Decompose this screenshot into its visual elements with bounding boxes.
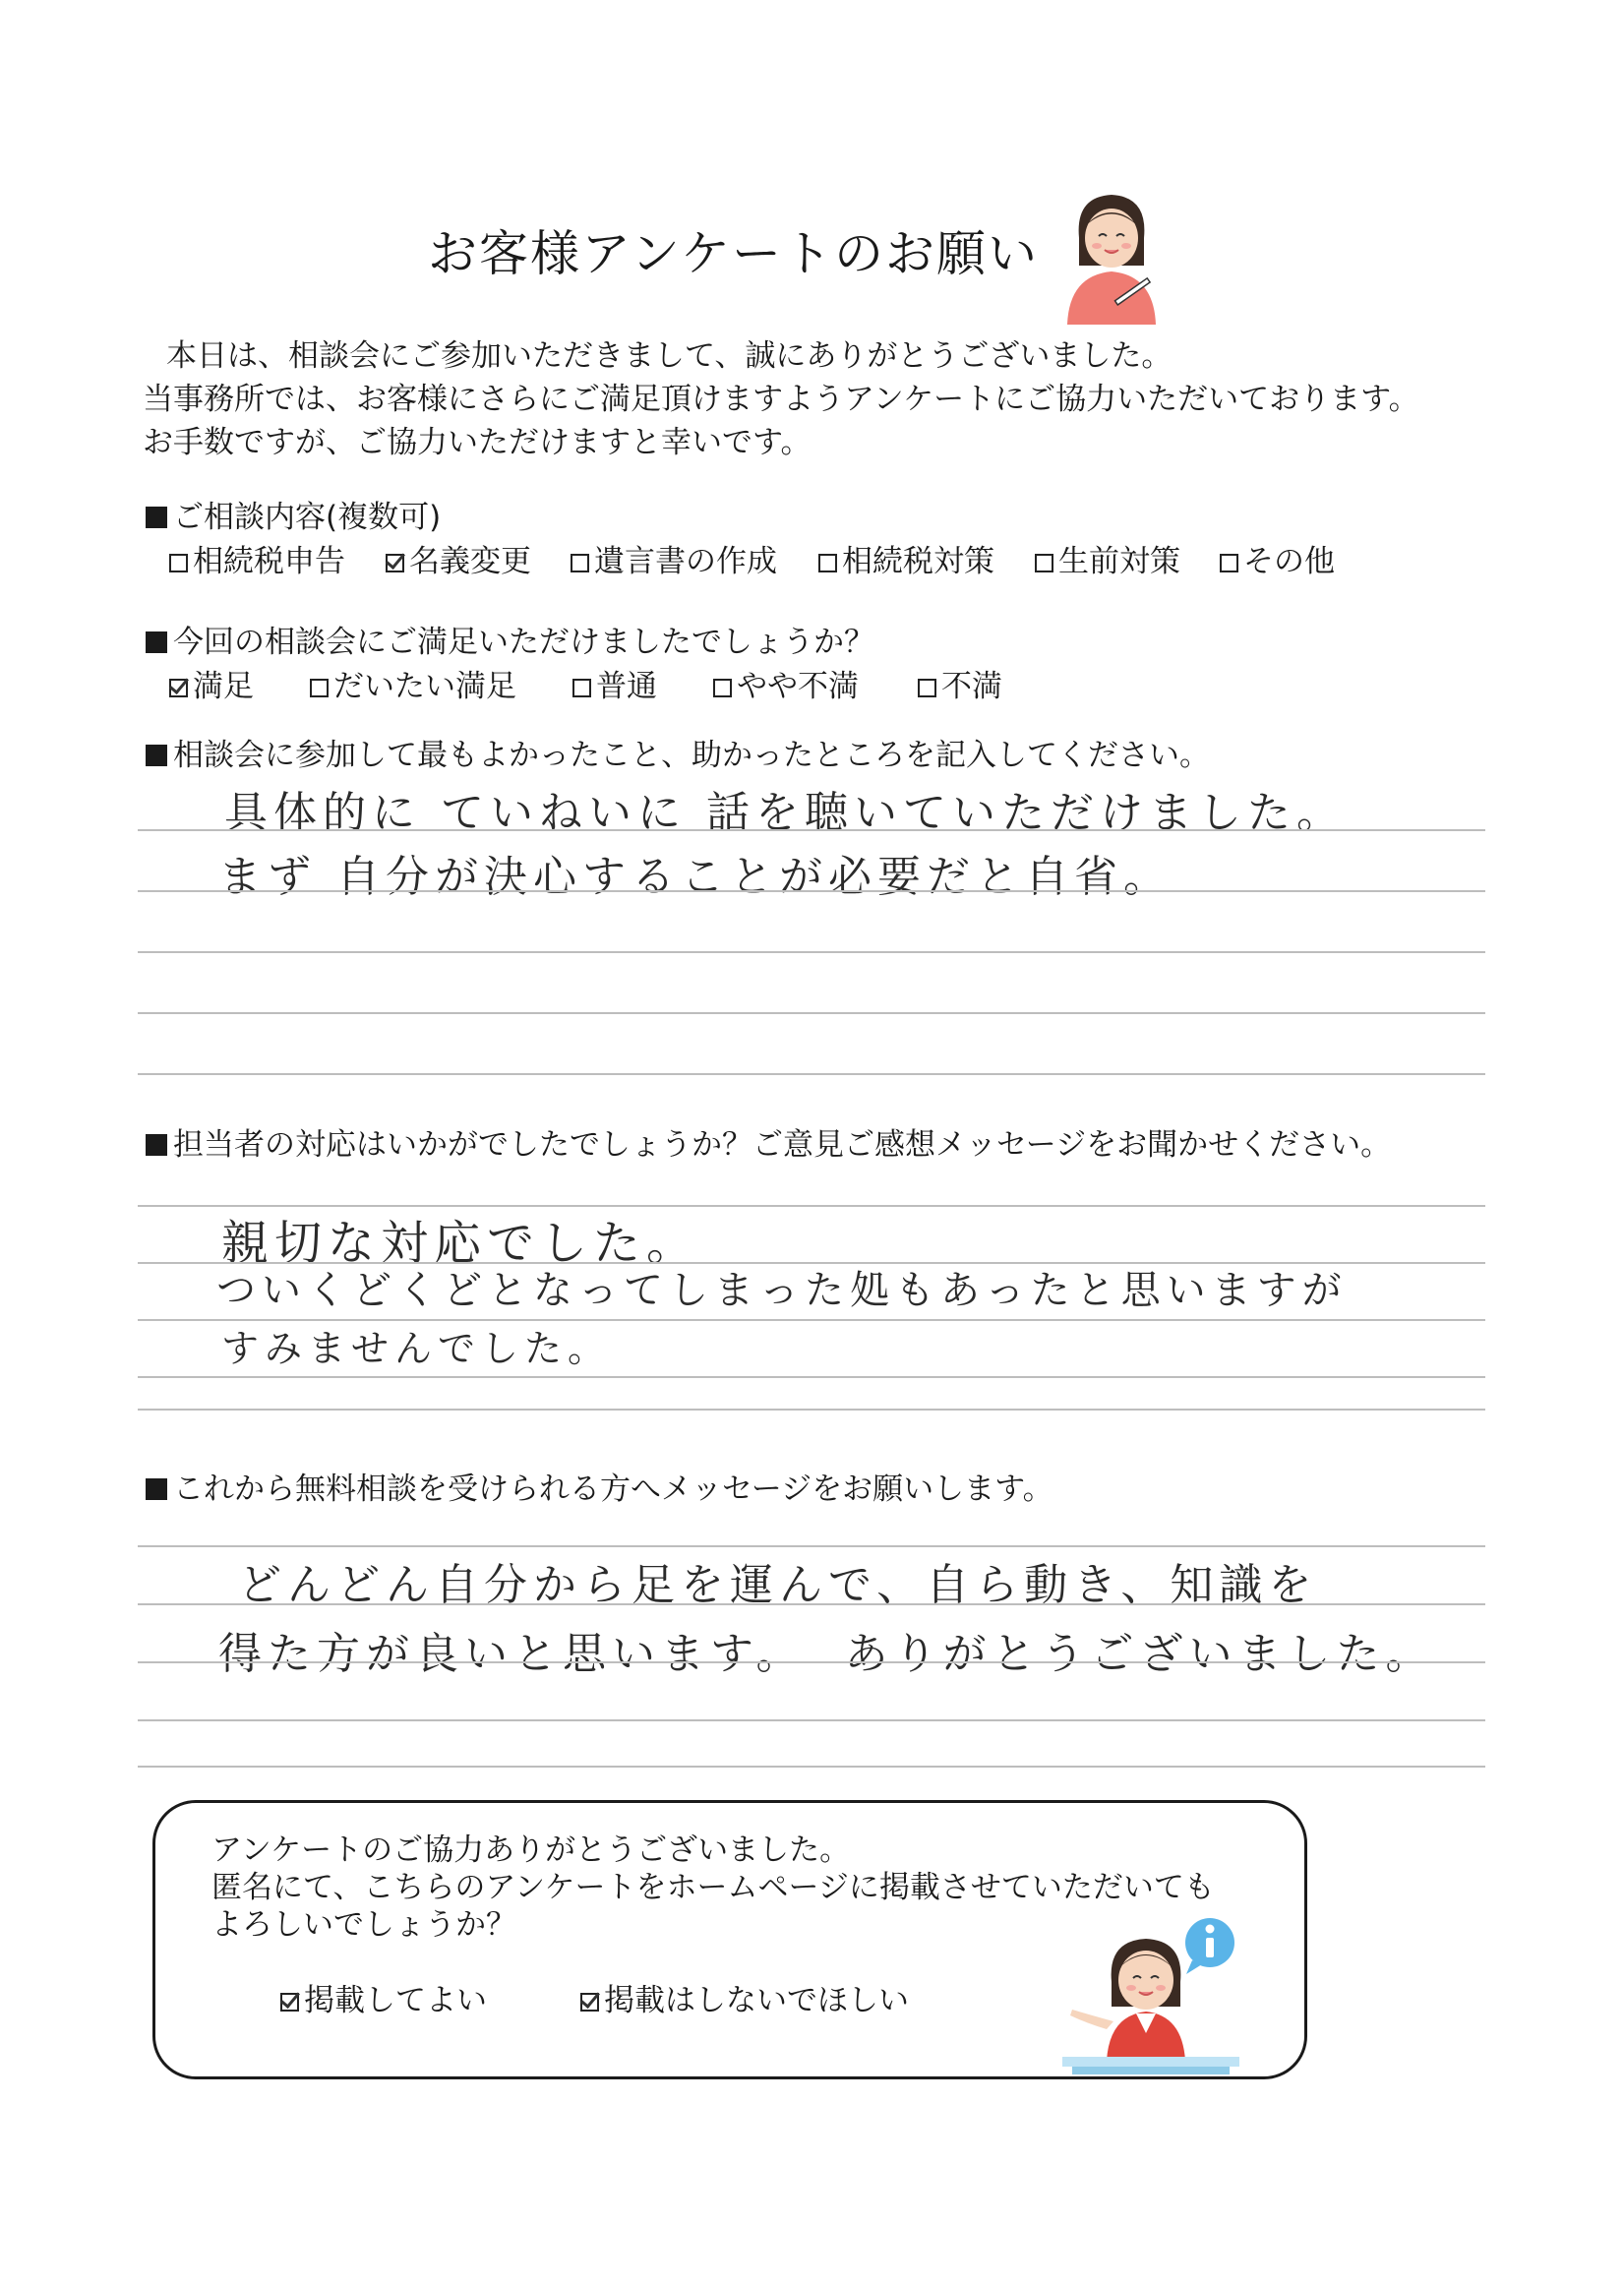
q3-heading-text: 相談会に参加して最もよかったこと、助かったところを記入してください。 bbox=[173, 738, 1210, 773]
answer-rule bbox=[138, 1319, 1485, 1321]
option-label: その他 bbox=[1243, 544, 1335, 579]
checkbox-checked-icon[interactable] bbox=[580, 1993, 599, 2012]
checkbox-icon[interactable] bbox=[310, 679, 329, 697]
option-label: やや不満 bbox=[737, 669, 859, 704]
answer-rule bbox=[138, 890, 1485, 892]
q2-option[interactable] bbox=[713, 661, 859, 705]
q5-answer-line: どんどん自分から足を運んで、自ら動き、知識を bbox=[238, 1560, 1318, 1610]
q1-option[interactable] bbox=[169, 536, 345, 580]
answer-rule bbox=[138, 1073, 1485, 1075]
q2-option[interactable] bbox=[310, 661, 516, 705]
q3-answer-line: まず 自分が決心することが必要だと自省。 bbox=[218, 852, 1173, 902]
answer-rule bbox=[138, 1409, 1485, 1411]
publish-text-line: アンケートのご協力ありがとうございました。 bbox=[211, 1832, 851, 1868]
q2-heading-text: 今回の相談会にご満足いただけましたでしょうか？ bbox=[173, 625, 874, 660]
checkbox-icon[interactable] bbox=[713, 679, 732, 697]
option-label: 生前対策 bbox=[1058, 544, 1180, 579]
publish-option-yes[interactable] bbox=[280, 1975, 487, 2019]
q5-heading bbox=[146, 1464, 1053, 1508]
checkbox-checked-icon[interactable] bbox=[386, 554, 404, 572]
q1-option[interactable] bbox=[818, 536, 994, 580]
q3-answer-line: 具体的に ていねいに 話を聴いていただけました。 bbox=[224, 788, 1346, 838]
answer-rule bbox=[138, 1766, 1485, 1768]
answer-rule bbox=[138, 1262, 1485, 1264]
checkbox-icon[interactable] bbox=[572, 679, 591, 697]
option-label: 相続税対策 bbox=[842, 544, 994, 579]
option-label: 掲載はしないでほしい bbox=[604, 1983, 909, 2018]
option-label: 不満 bbox=[941, 669, 1002, 704]
q1-option[interactable] bbox=[1035, 536, 1180, 580]
answer-rule bbox=[138, 1205, 1485, 1207]
square-bullet-icon bbox=[146, 1478, 167, 1500]
publish-option-no[interactable] bbox=[580, 1975, 909, 2019]
option-label: 遺言書の作成 bbox=[594, 544, 777, 579]
q4-answer-line: 親切な対応でした。 bbox=[221, 1216, 700, 1271]
option-label: 名義変更 bbox=[409, 544, 531, 579]
answer-rule bbox=[138, 1012, 1485, 1014]
square-bullet-icon bbox=[146, 1134, 167, 1156]
q5-answer-line: 得た方が良いと思います。 ありがとうございました。 bbox=[218, 1629, 1435, 1679]
square-bullet-icon bbox=[146, 745, 167, 766]
square-bullet-icon bbox=[146, 631, 167, 653]
option-label: 満足 bbox=[193, 669, 254, 704]
receptionist-info-illustration bbox=[1062, 1913, 1239, 2075]
q4-heading-text: 担当者の対応はいかがでしたでしょうか？ご意見ご感想メッセージをお聞かせください。 bbox=[173, 1127, 1392, 1163]
q4-answer-line: ついくどくどとなってしまった処もあったと思いますが bbox=[216, 1268, 1348, 1313]
q1-option[interactable] bbox=[386, 536, 531, 580]
answer-rule bbox=[138, 1603, 1485, 1605]
checkbox-checked-icon[interactable] bbox=[280, 1993, 299, 2012]
intro-line: お手数ですが、ご協力いただけますと幸いです。 bbox=[143, 425, 812, 460]
q2-option[interactable] bbox=[169, 661, 254, 705]
answer-rule bbox=[138, 829, 1485, 831]
woman-with-pen-illustration bbox=[1057, 187, 1166, 325]
checkbox-icon[interactable] bbox=[818, 554, 837, 572]
q1-heading-text: ご相談内容(複数可) bbox=[173, 500, 442, 535]
q1-option[interactable] bbox=[1220, 536, 1335, 580]
checkbox-icon[interactable] bbox=[1035, 554, 1053, 572]
q1-option[interactable] bbox=[571, 536, 777, 580]
square-bullet-icon bbox=[146, 507, 167, 528]
q4-heading bbox=[146, 1119, 1391, 1164]
publish-text-line: よろしいでしょうか？ bbox=[211, 1907, 516, 1943]
checkbox-icon[interactable] bbox=[169, 554, 188, 572]
q2-heading bbox=[146, 617, 874, 661]
page-title bbox=[0, 214, 1624, 285]
checkbox-icon[interactable] bbox=[571, 554, 589, 572]
answer-rule bbox=[138, 951, 1485, 953]
answer-rule bbox=[138, 1545, 1485, 1547]
answer-rule bbox=[138, 1376, 1485, 1378]
q2-option[interactable] bbox=[572, 661, 657, 705]
q5-heading-text: これから無料相談を受けられる方へメッセージをお願いします。 bbox=[173, 1472, 1053, 1507]
checkbox-checked-icon[interactable] bbox=[169, 679, 188, 697]
option-label: だいたい満足 bbox=[333, 669, 516, 704]
q3-heading bbox=[146, 730, 1210, 774]
answer-rule bbox=[138, 1661, 1485, 1663]
q2-option[interactable] bbox=[918, 661, 1002, 705]
option-label: 相続税申告 bbox=[193, 544, 345, 579]
option-label: 普通 bbox=[596, 669, 657, 704]
checkbox-icon[interactable] bbox=[918, 679, 936, 697]
q4-answer-line: すみませんでした。 bbox=[221, 1327, 612, 1370]
answer-rule bbox=[138, 1719, 1485, 1721]
intro-line: 本日は、相談会にご参加いただきまして、誠にありがとうございました。 bbox=[166, 338, 1173, 374]
q1-heading bbox=[146, 492, 441, 536]
page-title-text: お客様アンケートのお願い bbox=[428, 225, 1039, 282]
intro-text bbox=[143, 334, 1419, 464]
intro-line: 当事務所では、お客様にさらにご満足頂けますようアンケートにご協力いただいております。 bbox=[143, 382, 1419, 417]
publish-text-line: 匿名にて、こちらのアンケートをホームページに掲載させていただいても bbox=[211, 1870, 1215, 1905]
option-label: 掲載してよい bbox=[304, 1983, 487, 2018]
checkbox-icon[interactable] bbox=[1220, 554, 1238, 572]
